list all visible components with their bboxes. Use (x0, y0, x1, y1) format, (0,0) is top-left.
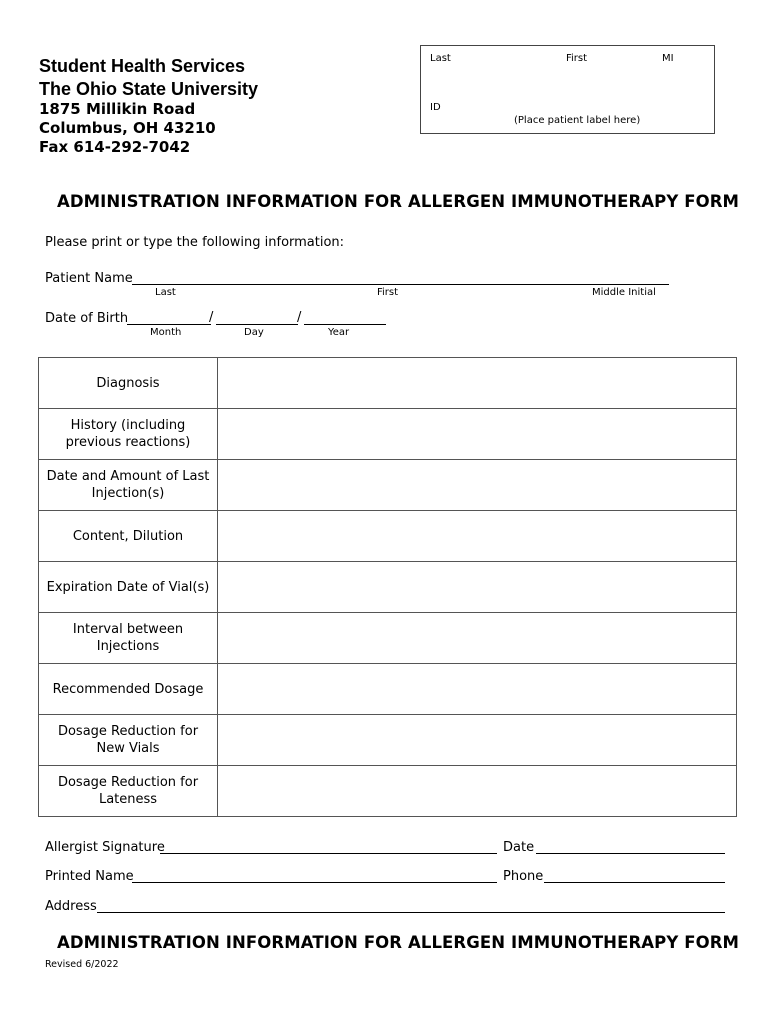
allergist-signature-field[interactable] (160, 853, 497, 854)
patient-name-label: Patient Name (45, 271, 133, 286)
dob-sub-day: Day (244, 327, 264, 338)
row-label: Diagnosis (39, 358, 218, 409)
label-box-last: Last (430, 53, 451, 64)
phone-label: Phone (503, 869, 544, 884)
dob-label: Date of Birth (45, 311, 129, 326)
table-row (39, 613, 737, 664)
label-box-mi: MI (662, 53, 674, 64)
table-row (39, 460, 737, 511)
table-row (39, 766, 737, 817)
dob-day-field[interactable] (216, 324, 298, 325)
university-name: The Ohio State University (39, 79, 259, 99)
interval-field[interactable] (218, 613, 737, 664)
expiration-date-field[interactable] (218, 562, 737, 613)
date-field[interactable] (536, 853, 725, 854)
dob-month-field[interactable] (127, 324, 211, 325)
row-label: Content, Dilution (39, 511, 218, 562)
patient-name-sub-last: Last (155, 287, 176, 298)
phone-field[interactable] (544, 882, 725, 883)
printed-name-field[interactable] (132, 882, 497, 883)
dob-sep-2: / (297, 310, 302, 325)
patient-label-box[interactable] (420, 45, 715, 134)
table-row (39, 358, 737, 409)
table-row (39, 409, 737, 460)
content-dilution-field[interactable] (218, 511, 737, 562)
label-box-hint: (Place patient label here) (514, 115, 641, 126)
row-label: Dosage Reduction for New Vials (39, 715, 218, 766)
patient-name-sub-first: First (377, 287, 399, 298)
form-title: ADMINISTRATION INFORMATION FOR ALLERGEN IMMUNOTHERAPY FORM (57, 192, 740, 211)
table-row (39, 562, 737, 613)
row-label: Dosage Reduction for Lateness (39, 766, 218, 817)
address-label: Address (45, 899, 97, 914)
row-label: History (including previous reactions) (39, 409, 218, 460)
address-city: Columbus, OH 43210 (39, 119, 216, 137)
org-name: Student Health Services (39, 56, 246, 76)
row-label: Recommended Dosage (39, 664, 218, 715)
row-label: Expiration Date of Vial(s) (39, 562, 218, 613)
row-label: Interval between Injections (39, 613, 218, 664)
patient-name-field[interactable] (132, 284, 669, 285)
printed-name-label: Printed Name (45, 869, 134, 884)
table-row (39, 664, 737, 715)
label-box-id: ID (430, 102, 441, 113)
table-row (39, 715, 737, 766)
patient-name-sub-middle: Middle Initial (592, 287, 656, 298)
address-street: 1875 Millikin Road (39, 100, 196, 118)
dob-year-field[interactable] (304, 324, 386, 325)
fax-number: Fax 614-292-7042 (39, 138, 191, 156)
table-row (39, 511, 737, 562)
info-table (38, 357, 737, 817)
last-injection-field[interactable] (218, 460, 737, 511)
diagnosis-field[interactable] (218, 358, 737, 409)
dob-sub-year: Year (328, 327, 350, 338)
date-label: Date (503, 840, 535, 855)
revised-date: Revised 6/2022 (45, 959, 119, 970)
dob-sub-month: Month (150, 327, 182, 338)
reduction-lateness-field[interactable] (218, 766, 737, 817)
allergist-signature-label: Allergist Signature (45, 840, 165, 855)
address-field[interactable] (97, 912, 725, 913)
label-box-first: First (566, 53, 588, 64)
footer-title: ADMINISTRATION INFORMATION FOR ALLERGEN IMMUNOTHERAPY FORM (57, 933, 740, 952)
instructions: Please print or type the following information: (45, 235, 345, 250)
dob-sep-1: / (209, 310, 214, 325)
reduction-new-vials-field[interactable] (218, 715, 737, 766)
history-field[interactable] (218, 409, 737, 460)
recommended-dosage-field[interactable] (218, 664, 737, 715)
row-label: Date and Amount of Last Injection(s) (39, 460, 218, 511)
